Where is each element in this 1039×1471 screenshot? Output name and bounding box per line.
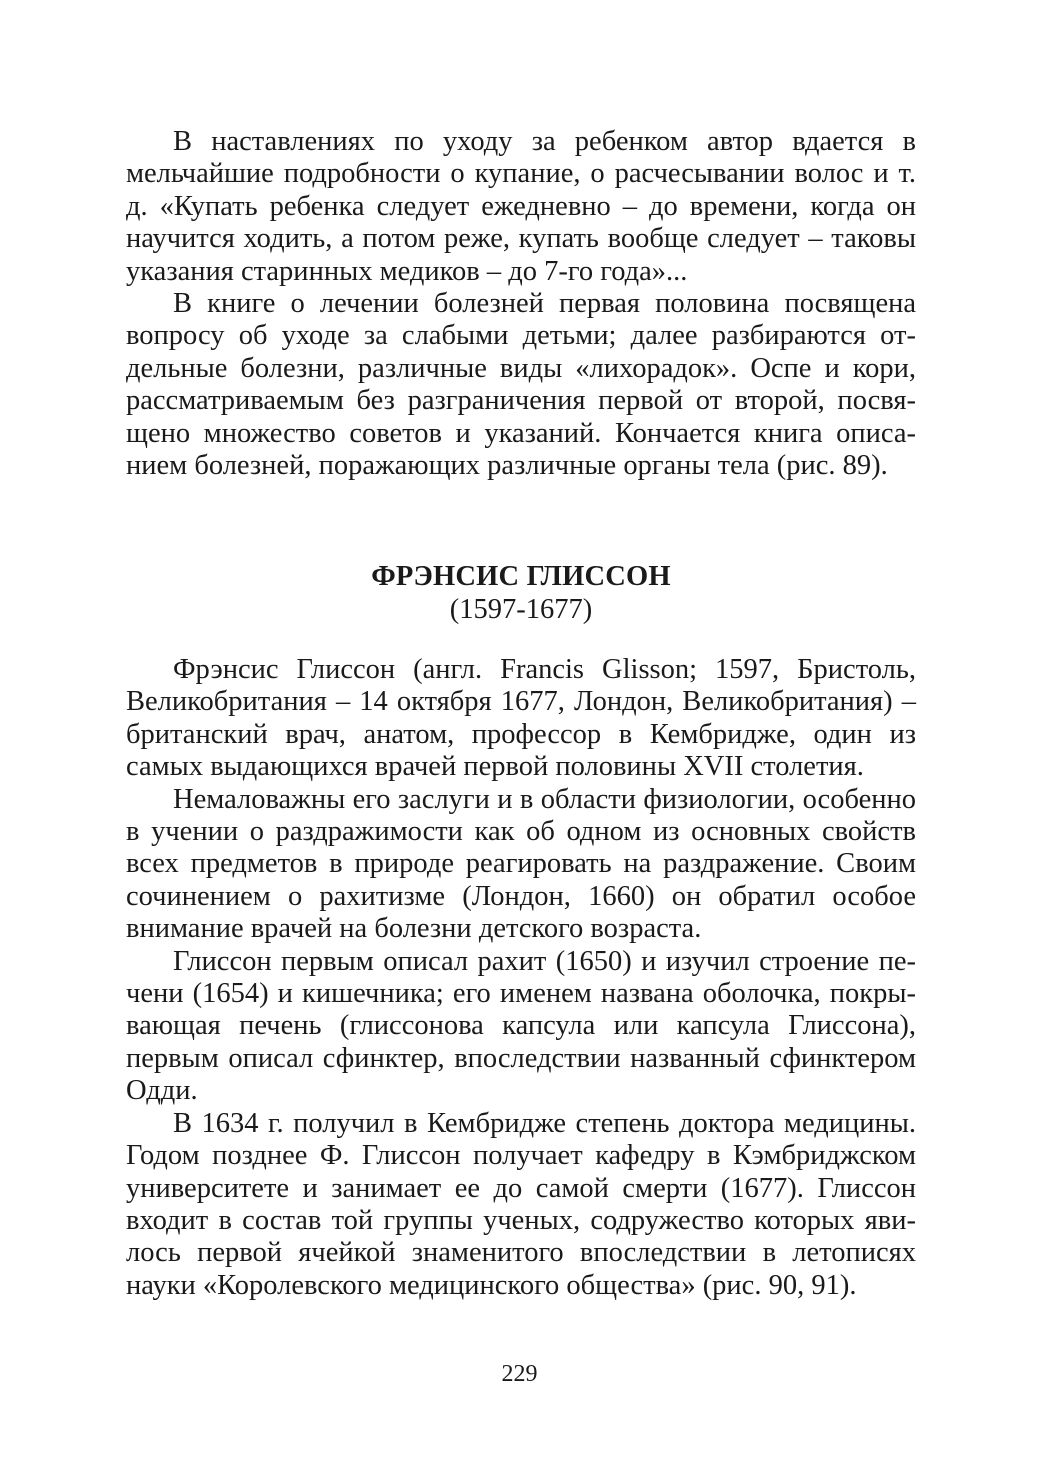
chapter-title: ФРЭНСИС ГЛИССОН xyxy=(371,561,671,592)
paragraph: Фрэнсис Глиссон (англ. Francis Glisson; 1597, Бристоль, Великобритания – 14 октября 1677, Лондон, Великобритания) – британский врач, анатом, профессор в Кембридже, один из самых выдающихся врачей первой половины XVII столетия. xyxy=(126,654,916,783)
paragraph: В наставлениях по уходу за ребенком автор вдается в мельчайшие подробности о купание, о расчесывании волос и т. д. «Купать ребенка следует ежедневно – до времени, когда он научится ходить, а потом реже, купать вообще следует – таковы указания старинных медиков – до 7-го года»... xyxy=(126,126,916,287)
paragraph: Глиссон первым описал рахит (1650) и изучил строение печени (1654) и кишечника; его именем названа оболочка, покрывающая печень (глиссонова капсула или капсула Глиссона), первым описал сфинктер, впоследствии названный сфинктером Одди. xyxy=(126,945,916,1107)
page-number: 229 xyxy=(501,1361,538,1387)
paragraph: В 1634 г. получил в Кембридже степень доктора медицины. Годом позднее Ф. Глиссон получает кафедру в Кэмбриджском университете и занимает ее до самой смерти (1677). Глиссон входит в состав той группы ученых, содружество которых явилось первой ячейкой знаменитого впоследствии в летописях науки «Королевского медицинского общества» (рис. 90, 91). xyxy=(126,1107,916,1301)
paragraph: Немаловажны его заслуги и в области физиологии, особенно в учении о раздражимости как об одном из основных свойств всех предметов в природе реагировать на раздражение. Своим сочинением о рахитизме (Лондон, 1660) он обратил особое внимание врачей на болезни детского возраста. xyxy=(126,783,916,945)
chapter-heading xyxy=(126,560,916,626)
chapter-dates: (1597-1677) xyxy=(449,594,593,625)
intro-text-section xyxy=(126,126,916,482)
main-text-section xyxy=(126,654,916,1302)
paragraph: В книге о лечении болезней первая половина посвящена вопросу об уходе за слабыми детьми; далее разбираются отдельные болезни, различные виды «лихорадок». Оспе и кори, рассматриваемым без разграничения первой от второй, посвящено множество советов и указаний. Кончается книга описанием болезней, поражающих различные органы тела (рис. 89). xyxy=(126,288,916,482)
